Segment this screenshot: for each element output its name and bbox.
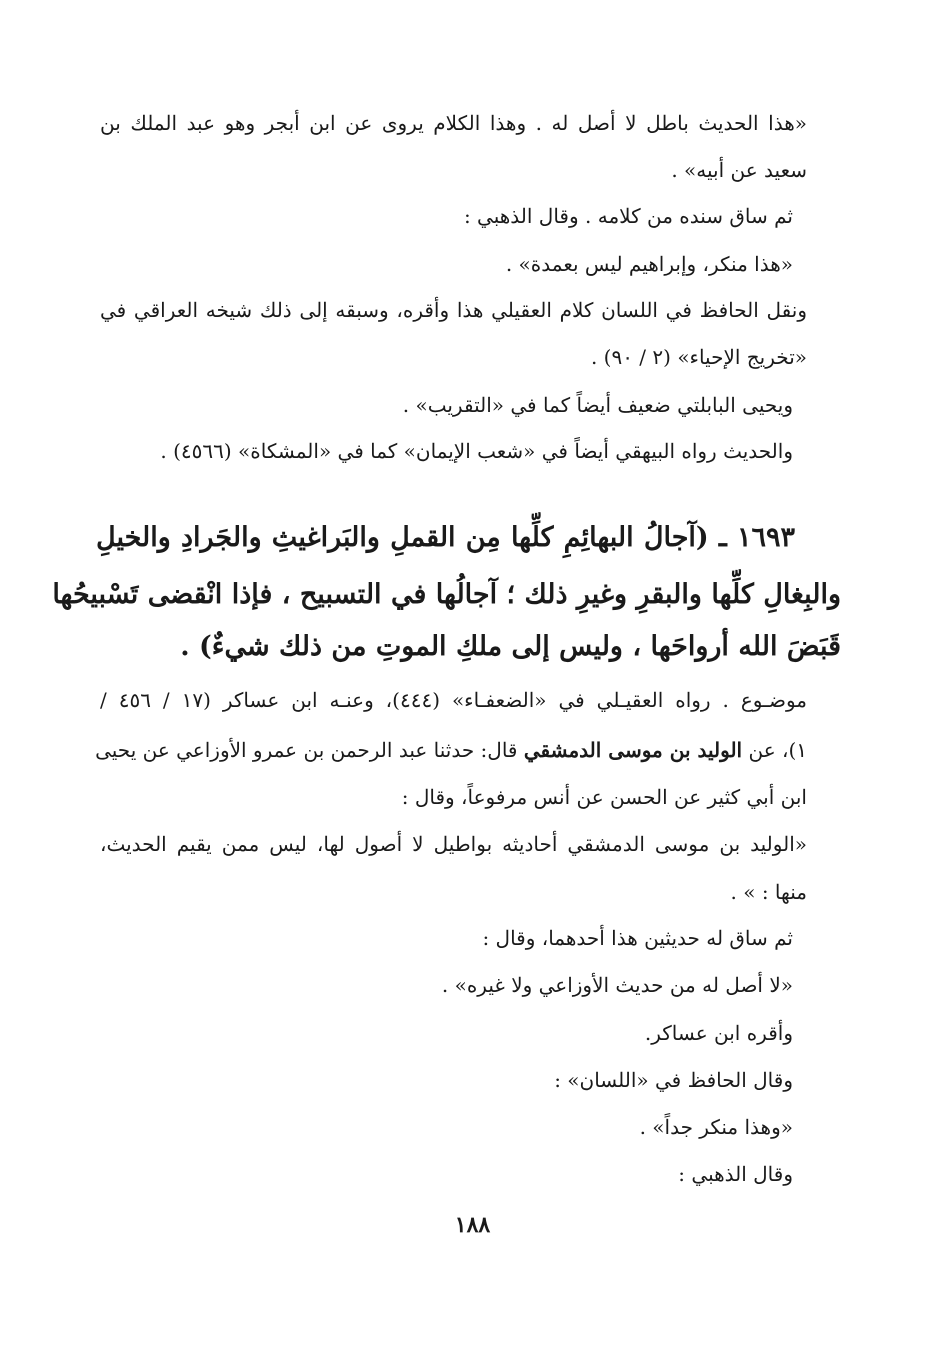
text-line: والحديث رواه البيهقي أيضاً في «شعب الإيمان» كما في «المشكاة» (٤٥٦٦) . xyxy=(160,439,793,463)
hadith-text-line: قَبَضَ الله أرواحَها ، وليس إلى ملكِ الموتِ من ذلك شيءٌ) . xyxy=(180,631,841,662)
text-span: قال: حدثنا عبد الرحمن بن عمرو الأوزاعي عن يحيى xyxy=(95,738,524,762)
text-line: سعيد عن أبيه» . xyxy=(671,158,807,182)
text-line: ونقل الحافظ في اللسان كلام العقيلي هذا وأقره، وسبقه إلى ذلك شيخه العراقي في xyxy=(100,298,807,322)
text-line: موضـوع . رواه العقيـلي في «الضعفـاء» (٤٤٤)، وعنـه ابن عساكر (١٧ / ٤٥٦ / xyxy=(100,688,808,712)
text-span: ١)، عن xyxy=(742,738,807,762)
page-number: ١٨٨ xyxy=(454,1212,491,1238)
text-line: «وهذا منكر جداً» . xyxy=(639,1115,793,1139)
hadith-text-line: ١٦٩٣ ـ (آجالُ البهائِمِ كلِّها مِن القملِ والبَراغيثِ والجَرادِ والخيلِ xyxy=(96,522,795,553)
text-line: ويحيى البابلتي ضعيف أيضاً كما في «التقريب» . xyxy=(402,393,793,417)
text-line: وأقره ابن عساكر. xyxy=(644,1021,793,1045)
text-line: «هذا منكر، وإبراهيم ليس بعمدة» . xyxy=(505,252,793,276)
text-line: وقال الذهبي : xyxy=(678,1162,793,1186)
narrator-name: الوليد بن موسى الدمشقي xyxy=(523,738,743,762)
text-line: «الوليد بن موسى الدمشقي أحاديثه بواطيل لا أصول لها، ليس ممن يقيم الحديث، xyxy=(100,832,807,856)
text-line: «هذا الحديث باطل لا أصل له . وهذا الكلام يروى عن ابن أبجر وهو عبد الملك بن xyxy=(100,111,807,135)
text-line: وقال الحافظ في «اللسان» : xyxy=(554,1068,793,1092)
text-line: ابن أبي كثير عن الحسن عن أنس مرفوعاً، وقال : xyxy=(401,785,807,809)
text-line: ثم ساق له حديثين هذا أحدهما، وقال : xyxy=(482,926,793,950)
text-line xyxy=(95,735,807,765)
text-line: «تخريج الإحياء» (٢ / ٩٠) . xyxy=(590,345,807,369)
text-line: ثم ساق سنده من كلامه . وقال الذهبي : xyxy=(463,204,793,228)
text-line: منها : » . xyxy=(730,880,807,904)
text-line: «لا أصل له من حديث الأوزاعي ولا غيره» . xyxy=(441,973,793,997)
hadith-text-line: والبِغالِ كلِّها والبقرِ وغيرِ ذلك ؛ آجالُها في التسبيح ، فإذا انْقضى تَسْبيحُها xyxy=(52,579,841,610)
